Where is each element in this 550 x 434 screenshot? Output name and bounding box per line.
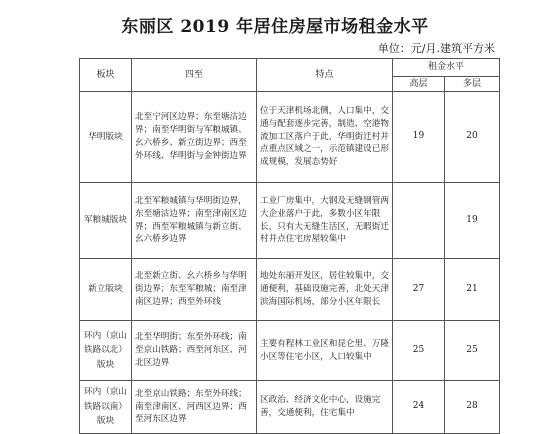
header-rent-level: 租金水平	[393, 59, 500, 77]
features-cell: 位于天津机场北侧，人口集中，交通与配套逐步完善，制造、空港物流加工区落户于此，华明街迁村并点重点区域之一，示范镇建设已形成规模，发展态势好	[257, 92, 393, 183]
block-name: 环内（京山铁路以北）版块	[80, 321, 132, 381]
unit-note: 单位：元/月.建筑平方米	[377, 42, 495, 55]
block-name: 环内（京山铁路以南）版块	[80, 381, 132, 434]
header-row	[80, 59, 500, 77]
block-name: 华明版块	[80, 92, 132, 183]
boundary-cell: 北至京山铁路；东至外环线；南至津南区、河西区边界；西至河东区边界	[132, 381, 257, 434]
multi-storey-rent: 28	[445, 381, 500, 434]
high-rise-rent: 19	[393, 92, 445, 183]
boundary-cell: 北至军粮城镇与华明街边界，东至塘沽边界；南至津南区边界；西至军粮城镇与新立街、幺六桥乡边界	[132, 183, 257, 259]
block-name: 军粮城版块	[80, 183, 132, 259]
header-block: 板块	[80, 59, 132, 92]
multi-storey-rent: 20	[445, 92, 500, 183]
table-row	[80, 92, 500, 183]
high-rise-rent: 27	[393, 259, 445, 321]
block-name: 新立版块	[80, 259, 132, 321]
high-rise-rent	[393, 183, 445, 259]
boundary-cell: 北至华明街；东至外环线；南至京山铁路；西至河东区、河北区边界	[132, 321, 257, 381]
features-cell: 工业厂房集中，大钢及无缝钢管两大企业落户于此，多数小区年限长，只有大无缝生活区，无暇街迁村并点住宅房屋较集中	[257, 183, 393, 259]
table-row	[80, 259, 500, 321]
boundary-cell: 北至新立街、幺六桥乡与华明街边界；东至军粮城；南至津南区边界；西至外环线	[132, 259, 257, 321]
multi-storey-rent: 25	[445, 321, 500, 381]
header-multi-storey: 多层	[445, 77, 500, 92]
header-boundary: 四至	[132, 59, 257, 92]
high-rise-rent: 25	[393, 321, 445, 381]
header-high-rise: 高层	[393, 77, 445, 92]
multi-storey-rent: 19	[445, 183, 500, 259]
features-cell: 区政治、经济文化中心，设施完善，交通便利，住宅集中	[257, 381, 393, 434]
high-rise-rent: 24	[393, 381, 445, 434]
features-cell: 主要有程林工业区和昆仑里、万隆小区等住宅小区，人口较集中	[257, 321, 393, 381]
features-cell: 地处东丽开发区，居住较集中，交通便利，基础设施完善，北处天津滨海国际机场，部分小区年限长	[257, 259, 393, 321]
table-row	[80, 321, 500, 381]
header-features: 特点	[257, 59, 393, 92]
rent-table	[79, 58, 500, 434]
page-title: 东丽区 2019 年居住房屋市场租金水平	[121, 17, 429, 37]
table-row	[80, 381, 500, 434]
table-row	[80, 183, 500, 259]
boundary-cell: 北至宁河区边界；东至塘沽边界；南至华明街与军粮城镇、幺六桥乡、新立街边界；西至外环线、华明街与金钟街边界	[132, 92, 257, 183]
multi-storey-rent: 21	[445, 259, 500, 321]
